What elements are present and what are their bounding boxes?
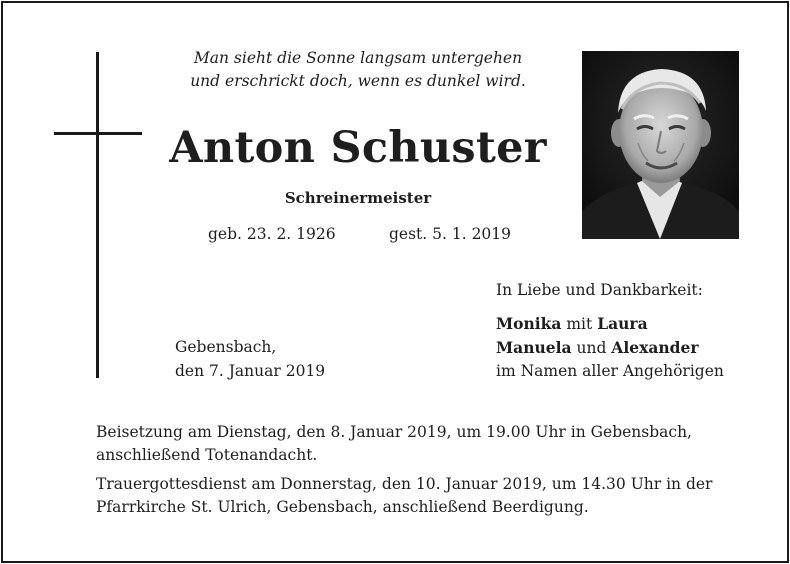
cross-icon-bar: [54, 132, 142, 135]
deceased-name: Anton Schuster: [169, 123, 547, 173]
service-line-2: Pfarrkirche St. Ulrich, Gebensbach, anschließend Beerdigung.: [96, 498, 589, 516]
profession: Schreinermeister: [284, 189, 432, 207]
cross-icon: [96, 52, 99, 378]
verse-line-1: Man sieht die Sonne langsam untergehen: [193, 49, 523, 67]
mourner-name: Monika: [496, 314, 562, 333]
mourner-line-3: im Namen aller Angehörigen: [496, 362, 724, 380]
mourner-name: Alexander: [611, 338, 699, 357]
mourners-intro: In Liebe und Dankbarkeit:: [496, 281, 703, 299]
mourner-line-2: [496, 338, 699, 357]
mourner-conjunction: und: [571, 339, 612, 357]
place: Gebensbach,: [175, 338, 277, 356]
obituary-notice: [1, 1, 789, 563]
funeral-line-1: Beisetzung am Dienstag, den 8. Januar 2019, um 19.00 Uhr in Gebensbach,: [96, 423, 692, 441]
verse-line-2: und erschrickt doch, wenn es dunkel wird.: [190, 72, 526, 90]
notice-date: den 7. Januar 2019: [175, 362, 326, 380]
mourner-conjunction: mit: [561, 315, 598, 333]
service-info: [96, 473, 756, 519]
birth-date: geb. 23. 2. 1926: [208, 225, 336, 243]
funeral-info: [96, 421, 756, 467]
mourner-name: Laura: [597, 314, 648, 333]
mourner-name: Manuela: [496, 338, 572, 357]
mourner-line-1: [496, 314, 648, 333]
verse: [153, 47, 563, 93]
portrait-illustration: [582, 51, 739, 239]
funeral-line-2: anschließend Totenandacht.: [96, 446, 318, 464]
portrait-photo: [582, 51, 739, 239]
service-line-1: Trauergottesdienst am Donnerstag, den 10. Januar 2019, um 14.30 Uhr in der: [96, 475, 713, 493]
death-date: gest. 5. 1. 2019: [389, 225, 512, 243]
